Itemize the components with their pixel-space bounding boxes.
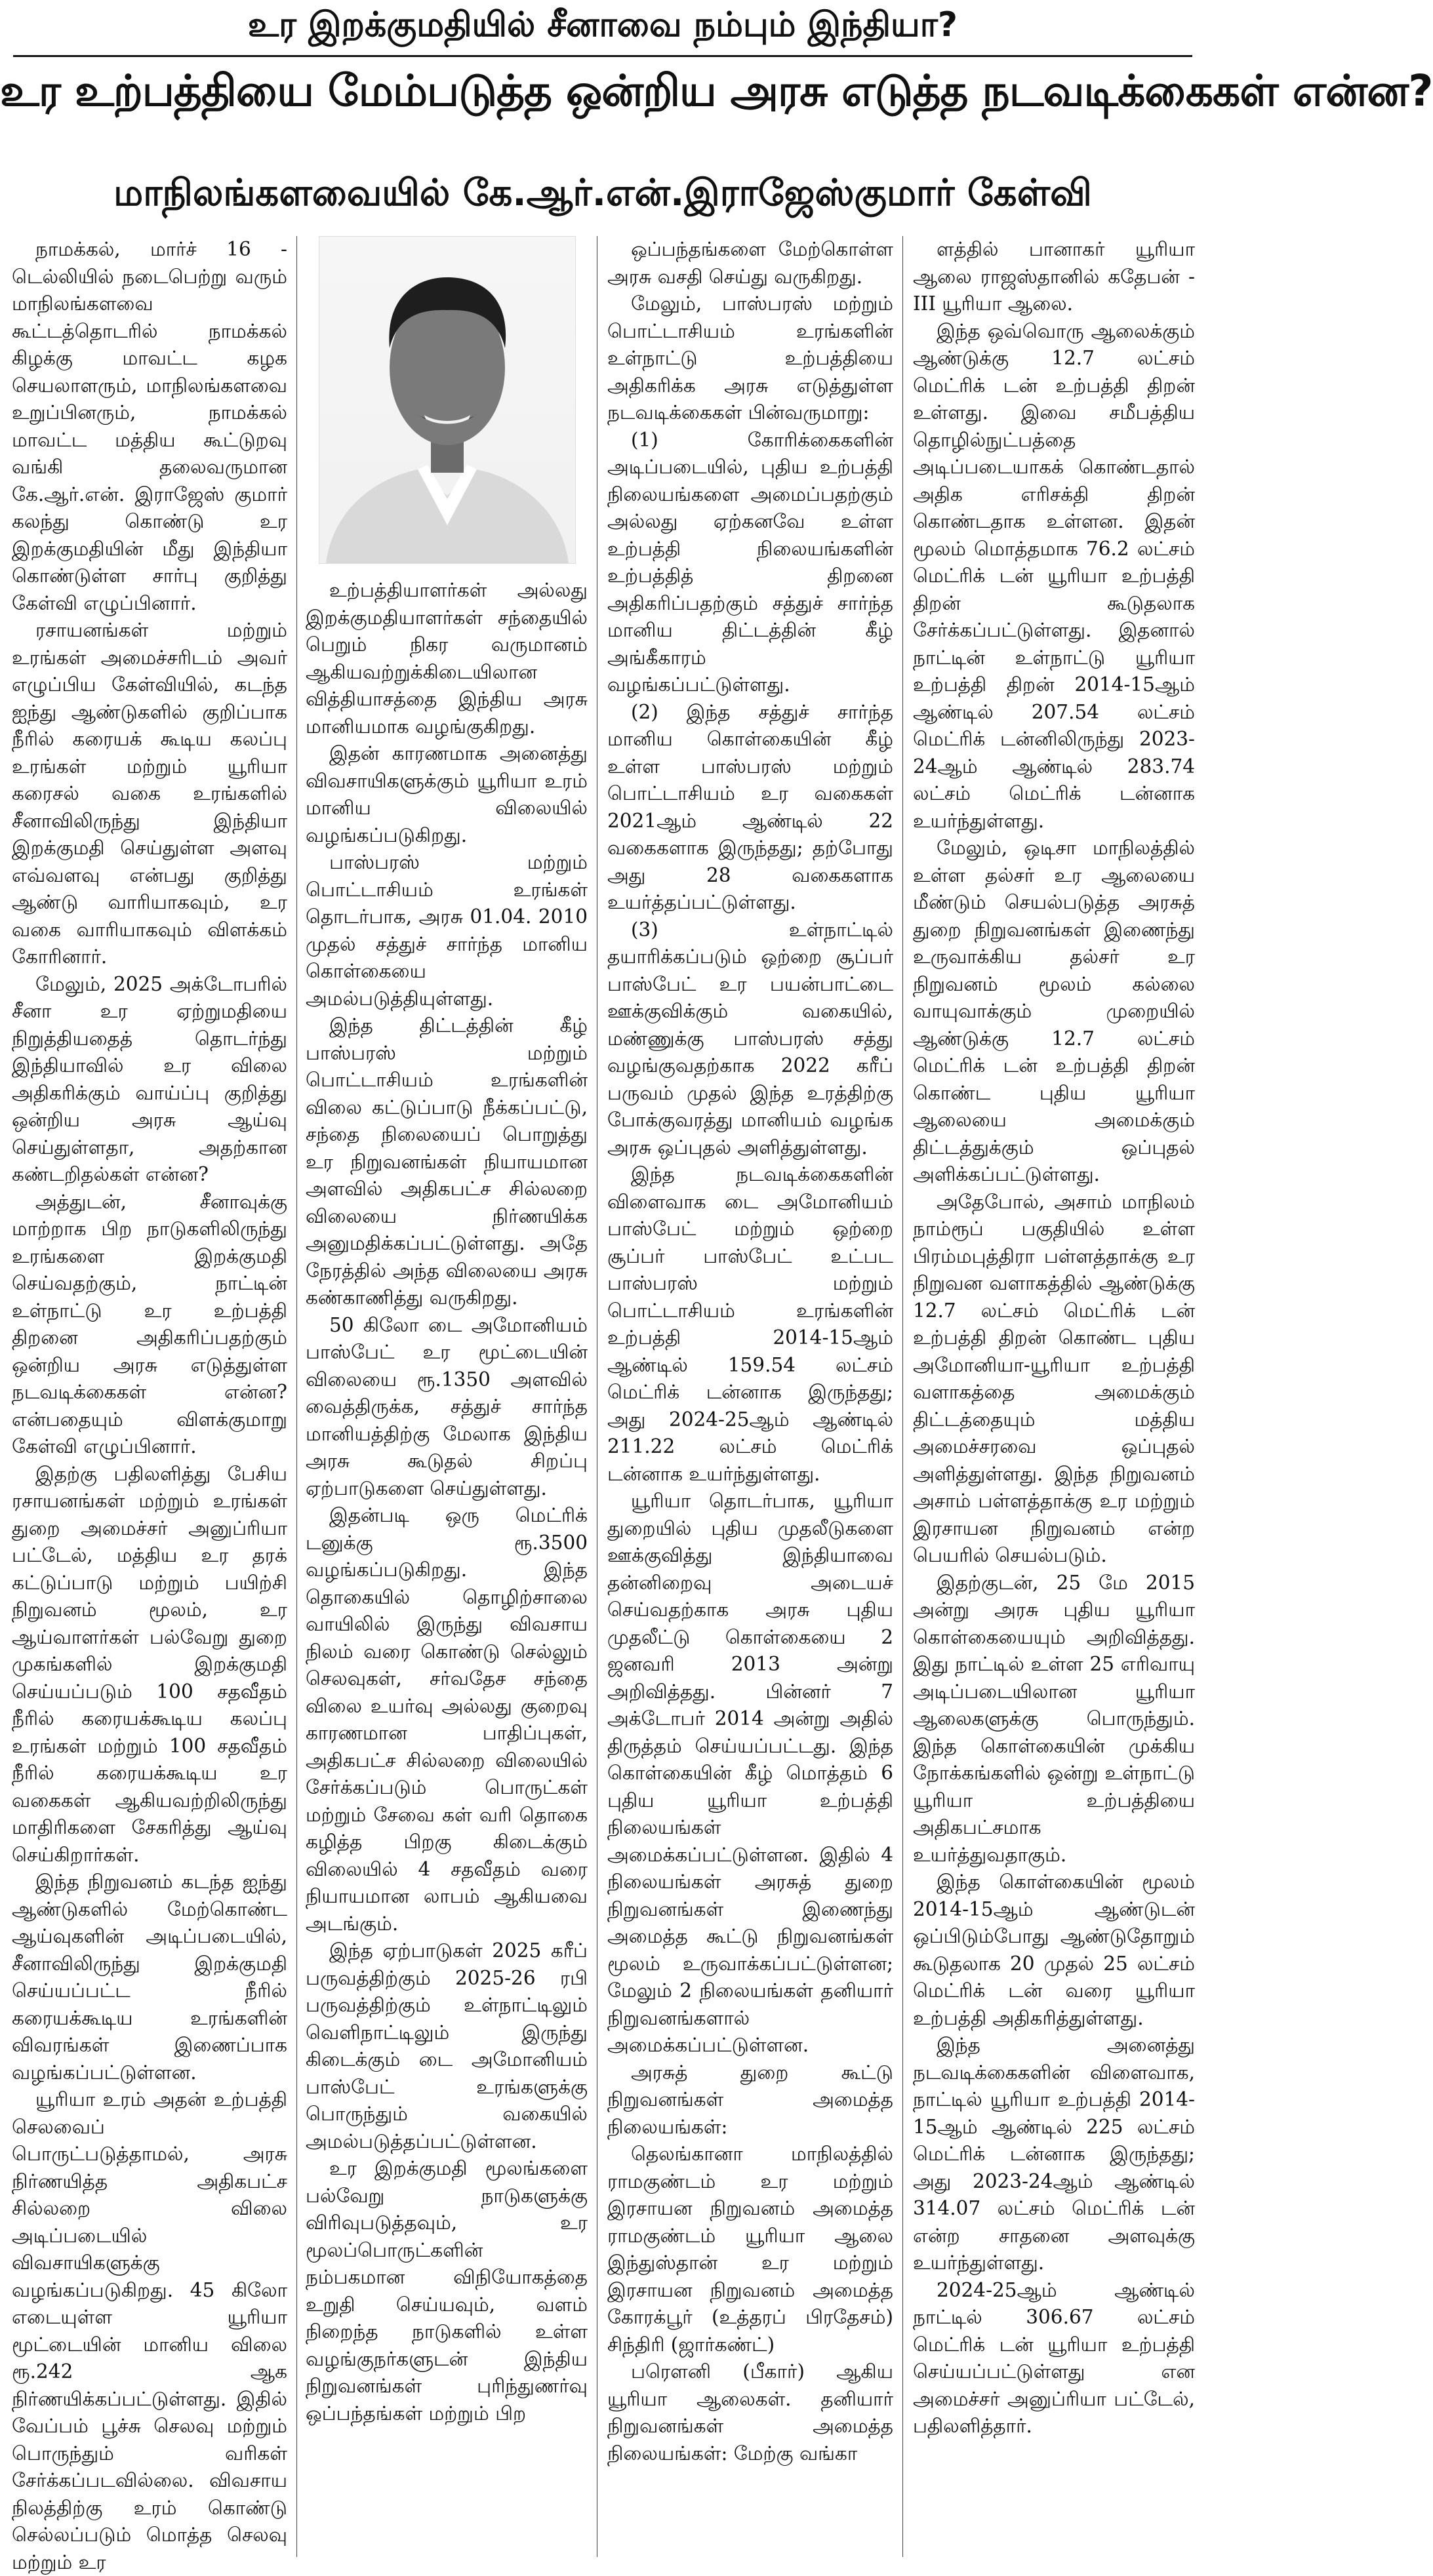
paragraph: நாமக்கல், மார்ச் 16 - டெல்லியில் நடைபெற்று வரும் மாநிலங்களவை கூட்டத்தொடரில் நாமக்கல் கிழக்கு மாவட்ட கழக செயலாளரும், மாநிலங்களவை உறுப்பினரும், நாமக்கல் மாவட்ட மத்திய கூட்டுறவு வங்கி தலைவருமான கே.ஆர்.என். இராஜேஸ் குமார் கலந்து கொண்டு உர இறக்குமதியின் மீது இந்தியா கொண்டுள்ள சார்பு குறித்து கேள்வி எழுப்பினார். (12, 238, 287, 614)
paragraph: இதற்கு பதிலளித்து பேசிய ரசாயனங்கள் மற்றும் உரங்கள் துறை அமைச்சர் அனுப்ரியா பட்டேல், மத்திய உர தரக் கட்டுப்பாடு மற்றும் பயிற்சி நிறுவனம் மூலம், உர ஆய்வாளர்கள் பல்வேறு துறை முகங்களில் இறக்குமதி செய்யப்படும் 100 சதவீதம் நீரில் கரையக்கூடிய கலப்பு உரங்கள் மற்றும் 100 சதவீதம் நீரில் கரையக்கூடிய உர வகைகள் ஆகியவற்றிலிருந்து மாதிரிகளை சேகரித்து ஆய்வு செய்கிறார்கள். (12, 1462, 287, 1866)
paragraph: யூரியா உரம் அதன் உற்பத்தி செலவைப் பொருட்படுத்தாமல், அரசு நிர்ணயித்த அதிகபட்ச சில்லறை விலை அடிப்படையில் விவசாயிகளுக்கு வழங்கப்படுகிறது. 45 கிலோ எடையுள்ள யூரியா மூட்டையின் மானிய விலை ரூ.242 ஆக நிர்ணயிக்கப்பட்டுள்ளது. இதில் வேப்பம் பூச்சு செலவு மற்றும் பொருந்தும் வரிகள் சேர்க்கப்படவில்லை. விவசாய நிலத்திற்கு உரம் கொண்டு செல்லப்படும் மொத்த செலவு மற்றும் உர (12, 2088, 287, 2573)
article-column-4 (913, 236, 1195, 2557)
kicker-underline (13, 55, 1192, 57)
article-column-2 (306, 577, 588, 2557)
paragraph: பரௌனி (பீகார்) ஆகிய யூரியா ஆலைகள். தனியார் நிறுவனங்கள் அமைத்த நிலையங்கள்: மேற்கு வங்கா (607, 2360, 893, 2465)
paragraph: அத்துடன், சீனாவுக்கு மாற்றாக பிற நாடுகளிலிருந்து உரங்களை இறக்குமதி செய்வதற்கும், நாட்டின் உள்நாட்டு உர உற்பத்தி திறனை அதிகரிப்பதற்கும் ஒன்றிய அரசு எடுத்துள்ள நடவடிக்கைகள் என்ன? என்பதையும் விளக்குமாறு கேள்வி எழுப்பினார். (12, 1190, 287, 1457)
paragraph: (2) இந்த சத்துச் சார்ந்த மானிய கொள்கையின் கீழ் உள்ள பாஸ்பரஸ் மற்றும் பொட்டாசியம் உர வகைகள் 2021ஆம் ஆண்டில் 22 வகைகளாக இருந்தது; தற்போது அது 28 வகைகளாக உயர்த்தப்பட்டுள்ளது. (607, 700, 893, 913)
paragraph: இதற்குடன், 25 மே 2015 அன்று அரசு புதிய யூரியா கொள்கையையும் அறிவித்தது. இது நாட்டில் உள்ள 25 எரிவாயு அடிப்படையிலான யூரியா ஆலைகளுக்கு பொருந்தும். இந்த கொள்கையின் முக்கிய நோக்கங்களில் ஒன்று உள்நாட்டு யூரியா உற்பத்தியை அதிகபட்சமாக உயர்த்துவதாகும். (913, 1571, 1195, 1866)
paragraph: இந்த அனைத்து நடவடிக்கைகளின் விளைவாக, நாட்டில் யூரியா உற்பத்தி 2014-15ஆம் ஆண்டில் 225 லட்சம் மெட்ரிக் டன்னாக இருந்தது; அது 2023-24ஆம் ஆண்டில் 314.07 லட்சம் மெட்ரிக் டன் என்ற சாதனை அளவுக்கு உயர்ந்துள்ளது. (913, 2034, 1195, 2274)
paragraph: இந்த திட்டத்தின் கீழ் பாஸ்பரஸ் மற்றும் பொட்டாசியம் உரங்களின் விலை கட்டுப்பாடு நீக்கப்பட்டு, சந்தை நிலையைப் பொறுத்து உர நிறுவனங்கள் நியாயமான அளவில் அதிகபட்ச சில்லறை விலையை நிர்ணயிக்க அனுமதிக்கப்பட்டுள்ளது. அதே நேரத்தில் அந்த விலையை அரசு கண்காணித்து வருகிறது. (306, 1014, 588, 1309)
article-column-1 (12, 236, 287, 2573)
paragraph: இந்த ஏற்பாடுகள் 2025 கரீப் பருவத்திற்கும் 2025-26 ரபி பருவத்திற்கும் உள்நாட்டிலும் வெளிநாட்டிலும் இருந்து கிடைக்கும் டை அமோனியம் பாஸ்பேட் உரங்களுக்கு பொருந்தும் வகையில் அமல்படுத்தப்பட்டுள்ளன. (306, 1939, 588, 2152)
portrait-photo (319, 236, 576, 564)
paragraph: ளத்தில் பானாகர் யூரியா ஆலை ராஜஸ்தானில் கதேபன் - III யூரியா ஆலை. (913, 238, 1195, 315)
paragraph: மேலும், ஒடிசா மாநிலத்தில் உள்ள தல்சர் உர ஆலையை மீண்டும் செயல்படுத்த அரசுத் துறை நிறுவனங்கள் இணைந்து உருவாக்கிய தல்சர் உர நிறுவனம் மூலம் கல்லை வாயுவாக்கும் முறையில் ஆண்டுக்கு 12.7 லட்சம் மெட்ரிக் டன் உற்பத்தி திறன் கொண்ட புதிய யூரியா ஆலையை அமைக்கும் திட்டத்துக்கும் ஒப்புதல் அளிக்கப்பட்டுள்ளது. (913, 837, 1195, 1185)
paragraph: இதன்படி ஒரு மெட்ரிக் டனுக்கு ரூ.3500 வழங்கப்படுகிறது. இந்த தொகையில் தொழிற்சாலை வாயிலில் இருந்து விவசாய நிலம் வரை கொண்டு செல்லும் செலவுகள், சர்வதேச சந்தை விலை உயர்வு அல்லது குறைவு காரணமான பாதிப்புகள், அதிகபட்ச சில்லறை விலையில் சேர்க்கப்படும் பொருட்கள் மற்றும் சேவை கள் வரி தொகை கழித்த பிறகு கிடைக்கும் விலையில் 4 சதவீதம் வரை நியாயமான லாபம் ஆகியவை அடங்கும். (306, 1504, 588, 1935)
paragraph: (3) உள்நாட்டில் தயாரிக்கப்படும் ஒற்றை சூப்பர் பாஸ்பேட் உர பயன்பாட்டை ஊக்குவிக்கும் வகையில், மண்ணுக்கு பாஸ்பரஸ் சத்து வழங்குவதற்காக 2022 கரீப் பருவம் முதல் இந்த உரத்திற்கு போக்குவரத்து மானியம் வழங்க அரசு ஒப்புதல் அளித்துள்ளது. (607, 918, 893, 1159)
paragraph: யூரியா தொடர்பாக, யூரியா துறையில் புதிய முதலீடுகளை ஊக்குவித்து இந்தியாவை தன்னிறைவு அடையச் செய்வதற்காக அரசு புதிய முதலீட்டு கொள்கையை 2 ஜனவரி 2013 அன்று அறிவித்தது. பின்னர் 7 அக்டோபர் 2014 அன்று அதில் திருத்தம் செய்யப்பட்டது. இந்த கொள்கையின் கீழ் மொத்தம் 6 புதிய யூரியா உற்பத்தி நிலையங்கள் அமைக்கப்பட்டுள்ளன. இதில் 4 நிலையங்கள் அரசுத் துறை நிறுவனங்கள் இணைந்து அமைத்த கூட்டு நிறுவனங்கள் மூலம் உருவாக்கப்பட்டுள்ளன; மேலும் 2 நிலையங்கள் தனியார் நிறுவனங்களால் அமைக்கப்பட்டுள்ளன. (607, 1490, 893, 2056)
column-divider (902, 236, 903, 2557)
person-portrait-icon (319, 237, 575, 563)
paragraph: அரசுத் துறை கூட்டு நிறுவனங்கள் அமைத்த நிலையங்கள்: (607, 2061, 893, 2138)
paragraph: தெலங்கானா மாநிலத்தில் ராமகுண்டம் உர மற்றும் இரசாயன நிறுவனம் அமைத்த ராமகுண்டம் யூரியா ஆலை இந்துஸ்தான் உர மற்றும் இரசாயன நிறுவனம் அமைத்த கோரக்பூர் (உத்தரப் பிரதேசம்) சிந்திரி (ஜார்கண்ட்) (607, 2143, 893, 2356)
paragraph: உற்பத்தியாளர்கள் அல்லது இறக்குமதியாளர்கள் சந்தையில் பெறும் நிகர வருமானம் ஆகியவற்றுக்கிடையிலான வித்தியாசத்தை இந்திய அரசு மானியமாக வழங்குகிறது. (306, 579, 588, 738)
paragraph: ஒப்பந்தங்களை மேற்கொள்ள அரசு வசதி செய்து வருகிறது. (607, 238, 893, 288)
paragraph: 50 கிலோ டை அமோனியம் பாஸ்பேட் உர மூட்டையின் விலையை ரூ.1350 அளவில் வைத்திருக்க, சத்துச் சார்ந்த மானியத்திற்கு மேலாக இந்திய அரசு கூடுதல் சிறப்பு ஏற்பாடுகளை செய்துள்ளது. (306, 1313, 588, 1499)
paragraph: உர இறக்குமதி மூலங்களை பல்வேறு நாடுகளுக்கு விரிவுபடுத்தவும், உர மூலப்பொருட்களின் நம்பகமான விநியோகத்தை உறுதி செய்யவும், வளம் நிறைந்த நாடுகளில் உள்ள வழங்குநர்களுடன் இந்திய நிறுவனங்கள் புரிந்துணர்வு ஒப்பந்தங்கள் மற்றும் பிற (306, 2157, 588, 2425)
paragraph: இந்த நிறுவனம் கடந்த ஐந்து ஆண்டுகளில் மேற்கொண்ட ஆய்வுகளின் அடிப்படையில், சீனாவிலிருந்து இறக்குமதி செய்யப்பட்ட நீரில் கரையக்கூடிய உரங்களின் விவரங்கள் இணைப்பாக வழங்கப்பட்டுள்ளன. (12, 1871, 287, 2084)
article-subhead: மாநிலங்களவையில் கே.ஆர்.என்.இராஜேஸ்குமார் கேள்வி (113, 172, 1092, 214)
article-kicker: உர இறக்குமதியில் சீனாவை நம்பும் இந்தியா? (247, 5, 958, 45)
paragraph: அதேபோல், அசாம் மாநிலம் நாம்ரூப் பகுதியில் உள்ள பிரம்மபுத்திரா பள்ளத்தாக்கு உர நிறுவன வளாகத்தில் ஆண்டுக்கு 12.7 லட்சம் மெட்ரிக் டன் உற்பத்தி திறன் கொண்ட புதிய அமோனியா-யூரியா உற்பத்தி வளாகத்தை அமைக்கும் திட்டத்தையும் மத்திய அமைச்சரவை ஒப்புதல் அளித்துள்ளது. இந்த நிறுவனம் அசாம் பள்ளத்தாக்கு உர மற்றும் இரசாயன நிறுவனம் என்ற பெயரில் செயல்படும். (913, 1190, 1195, 1566)
paragraph: ரசாயனங்கள் மற்றும் உரங்கள் அமைச்சரிடம் அவர் எழுப்பிய கேள்வியில், கடந்த ஐந்து ஆண்டுகளில் குறிப்பாக நீரில் கரையக் கூடிய கலப்பு உரங்கள் மற்றும் யூரியா கரைசல் வகை உரங்களில் சீனாவிலிருந்து இந்தியா இறக்குமதி செய்துள்ள அளவு எவ்வளவு என்பது குறித்து ஆண்டு வாரியாகவும், உர வகை வாரியாகவும் விளக்கம் கோரினார். (12, 619, 287, 968)
paragraph: (1) கோரிக்கைகளின் அடிப்படையில், புதிய உற்பத்தி நிலையங்களை அமைப்பதற்கும் அல்லது ஏற்கனவே உள்ள உற்பத்தி நிலையங்களின் உற்பத்தித் திறனை அதிகரிப்பதற்கும் சத்துச் சார்ந்த மானிய திட்டத்தின் கீழ் அங்கீகாரம் வழங்கப்பட்டுள்ளது. (607, 428, 893, 696)
paragraph: 2024-25ஆம் ஆண்டில் நாட்டில் 306.67 லட்சம் மெட்ரிக் டன் யூரியா உற்பத்தி செய்யப்பட்டுள்ளது என அமைச்சர் அனுப்ரியா பட்டேல், பதிலளித்தார். (913, 2278, 1195, 2437)
article-headline: உர உற்பத்தியை மேம்படுத்த ஒன்றிய அரசு எடுத்த நடவடிக்கைகள் என்ன? (0, 66, 1433, 116)
paragraph: இந்த நடவடிக்கைகளின் விளைவாக டை அமோனியம் பாஸ்பேட் மற்றும் ஒற்றை சூப்பர் பாஸ்பேட் உட்பட பாஸ்பரஸ் மற்றும் பொட்டாசியம் உரங்களின் உற்பத்தி 2014-15ஆம் ஆண்டில் 159.54 லட்சம் மெட்ரிக் டன்னாக இருந்தது; அது 2024-25ஆம் ஆண்டில் 211.22 லட்சம் மெட்ரிக் டன்னாக உயர்ந்துள்ளது. (607, 1163, 893, 1485)
column-divider (296, 236, 297, 2557)
article-column-3 (607, 236, 893, 2557)
paragraph: பாஸ்பரஸ் மற்றும் பொட்டாசியம் உரங்கள் தொடர்பாக, அரசு 01.04. 2010 முதல் சத்துச் சார்ந்த மானிய கொள்கையை அமல்படுத்தியுள்ளது. (306, 851, 588, 1010)
paragraph: மேலும், பாஸ்பரஸ் மற்றும் பொட்டாசியம் உரங்களின் உள்நாட்டு உற்பத்தியை அதிகரிக்க அரசு எடுத்துள்ள நடவடிக்கைகள் பின்வருமாறு: (607, 292, 893, 424)
paragraph: மேலும், 2025 அக்டோபரில் சீனா உர ஏற்றுமதியை நிறுத்தியதைத் தொடர்ந்து இந்தியாவில் உர விலை அதிகரிக்கும் வாய்ப்பு குறித்து ஒன்றிய அரசு ஆய்வு செய்துள்ளதா, அதற்கான கண்டறிதல்கள் என்ன? (12, 972, 287, 1185)
paragraph: இதன் காரணமாக அனைத்து விவசாயிகளுக்கும் யூரியா உரம் மானிய விலையில் வழங்கப்படுகிறது. (306, 742, 588, 846)
paragraph: இந்த ஒவ்வொரு ஆலைக்கும் ஆண்டுக்கு 12.7 லட்சம் மெட்ரிக் டன் உற்பத்தி திறன் உள்ளது. இவை சமீபத்திய தொழில்நுட்பத்தை அடிப்படையாகக் கொண்டதால் அதிக எரிசக்தி திறன் கொண்டதாக உள்ளன. இதன் மூலம் மொத்தமாக 76.2 லட்சம் மெட்ரிக் டன் யூரியா உற்பத்தி திறன் கூடுதலாக சேர்க்கப்பட்டுள்ளது. இதனால் நாட்டின் உள்நாட்டு யூரியா உற்பத்தி திறன் 2014-15ஆம் ஆண்டில் 207.54 லட்சம் மெட்ரிக் டன்னிலிருந்து 2023-24ஆம் ஆண்டில் 283.74 லட்சம் மெட்ரிக் டன்னாக உயர்ந்துள்ளது. (913, 319, 1195, 832)
paragraph: இந்த கொள்கையின் மூலம் 2014-15ஆம் ஆண்டுடன் ஒப்பிடும்போது ஆண்டுதோறும் கூடுதலாக 20 முதல் 25 லட்சம் மெட்ரிக் டன் வரை யூரியா உற்பத்தி அதிகரித்துள்ளது. (913, 1871, 1195, 2029)
